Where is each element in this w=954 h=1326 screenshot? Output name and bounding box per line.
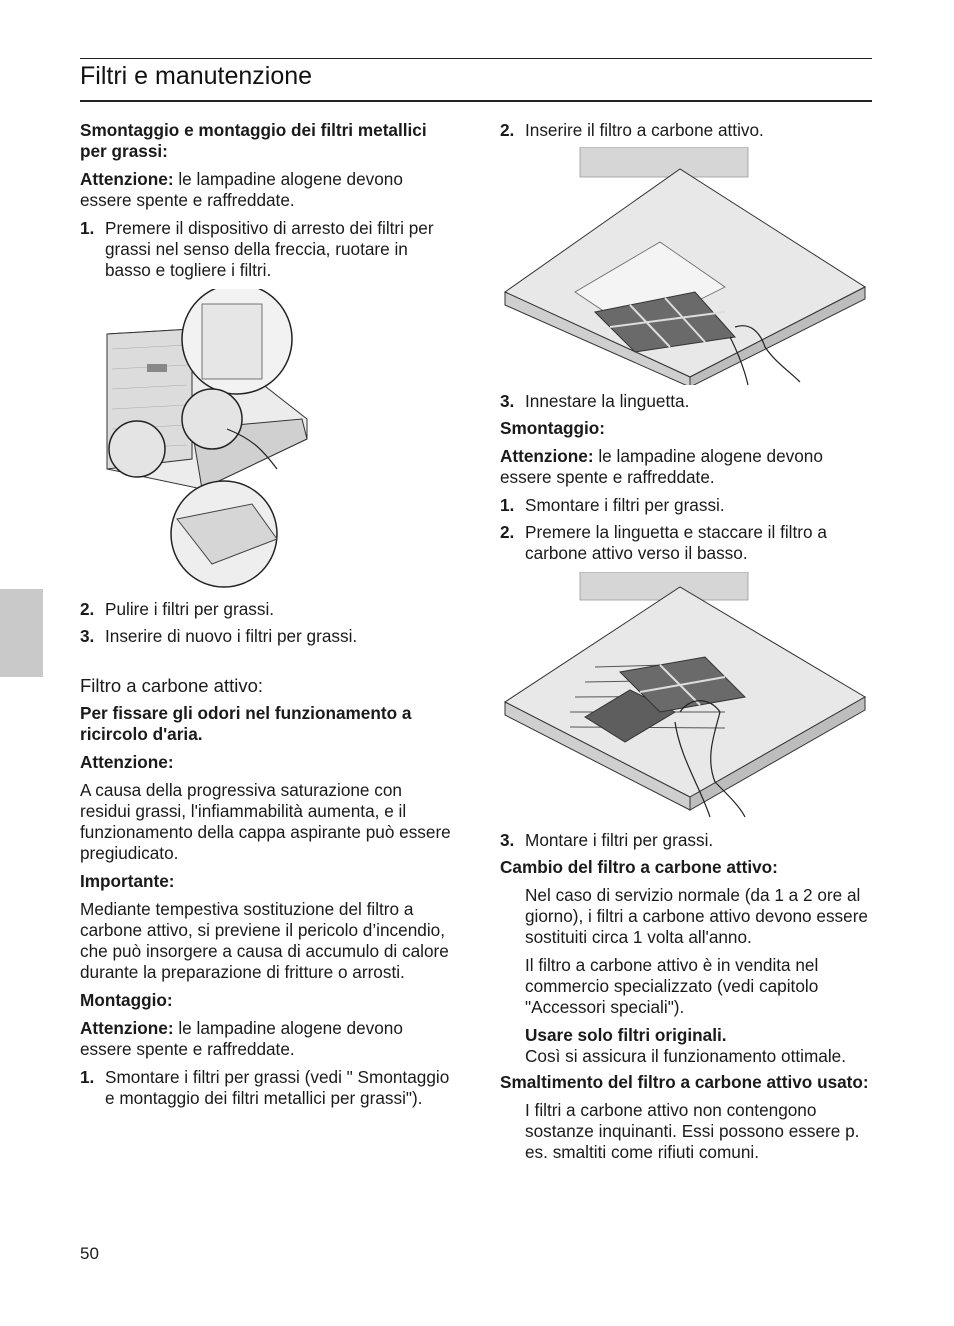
disposal-label: Smaltimento del filtro a carbone attivo usato: bbox=[500, 1072, 869, 1092]
step-number: 2. bbox=[80, 599, 95, 619]
step-number: 2. bbox=[500, 522, 515, 542]
dismount-label: Smontaggio: bbox=[500, 418, 606, 438]
section-heading-carbon-filter: Filtro a carbone attivo: bbox=[80, 675, 264, 696]
right-column bbox=[500, 120, 874, 1170]
mount-label: Montaggio: bbox=[80, 990, 173, 1010]
step-item bbox=[80, 1067, 452, 1109]
attention-label: Attenzione: bbox=[500, 446, 594, 466]
step-text: Innestare la linguetta. bbox=[525, 391, 690, 411]
attention-label: Attenzione: bbox=[80, 1018, 174, 1038]
step-item bbox=[80, 626, 452, 647]
attention-note bbox=[500, 446, 874, 488]
section-tab-marker bbox=[0, 589, 43, 677]
step-item bbox=[500, 120, 874, 141]
attention-text: le lampadine alogene devono essere spente e raffreddate. bbox=[500, 446, 823, 487]
attention-text: le lampadine alogene devono essere spente e raffreddate. bbox=[80, 169, 403, 210]
change-label: Cambio del filtro a carbone attivo: bbox=[500, 857, 778, 877]
carbon-filter-remove-illustration bbox=[500, 572, 868, 822]
step-item bbox=[80, 218, 452, 281]
attention-note bbox=[80, 1018, 452, 1060]
attention-text: le lampadine alogene devono essere spente e raffreddate. bbox=[80, 1018, 403, 1059]
grease-filter-illustration bbox=[102, 289, 342, 589]
step-item bbox=[80, 599, 452, 620]
step-number: 3. bbox=[500, 391, 515, 411]
step-item bbox=[500, 522, 874, 564]
step-number: 3. bbox=[500, 830, 515, 850]
left-column bbox=[80, 120, 452, 1115]
carbon-filter-insert-illustration bbox=[500, 147, 868, 385]
step-number: 3. bbox=[80, 626, 95, 646]
change-paragraph: Nel caso di servizio normale (da 1 a 2 ore al giorno), i filtri a carbone attivo devono essere sostituiti circa 1 volta all'anno. bbox=[525, 885, 868, 947]
attention-note bbox=[80, 169, 452, 211]
page-number: 50 bbox=[80, 1244, 99, 1263]
original-filters-label: Usare solo filtri originali. bbox=[525, 1025, 727, 1045]
change-paragraph: Il filtro a carbone attivo è in vendita nel commercio specializzato (vedi capitolo "Accessori speciali"). bbox=[525, 955, 819, 1017]
carbon-subheading: Per fissare gli odori nel funzionamento a ricircolo d'aria. bbox=[80, 703, 412, 744]
step-number: 1. bbox=[80, 218, 95, 238]
step-item bbox=[500, 830, 874, 851]
step-item bbox=[500, 391, 874, 412]
important-text: Mediante tempestiva sostituzione del filtro a carbone attivo, si previene il pericolo d’incendio, che può insorgere a causa di accumulo di calore durante la preparazione di fritture o arrosti. bbox=[80, 899, 449, 982]
step-number: 1. bbox=[80, 1067, 95, 1087]
step-text: Pulire i filtri per grassi. bbox=[105, 599, 275, 619]
original-filters-text: Così si assicura il funzionamento ottimale. bbox=[525, 1046, 846, 1066]
step-number: 1. bbox=[500, 495, 515, 515]
step-text: Smontare i filtri per grassi (vedi " Smontaggio e montaggio dei filtri metallici per grassi"). bbox=[105, 1067, 450, 1108]
header-rule-bottom bbox=[80, 100, 872, 102]
attention-label: Attenzione: bbox=[80, 752, 174, 772]
attention-label: Attenzione: bbox=[80, 169, 174, 189]
page-title: Filtri e manutenzione bbox=[80, 62, 313, 90]
original-filters-note bbox=[525, 1025, 874, 1067]
step-text: Montare i filtri per grassi. bbox=[525, 830, 714, 850]
step-text: Premere la linguetta e staccare il filtro a carbone attivo verso il basso. bbox=[525, 522, 827, 563]
section-heading-grease-filters: Smontaggio e montaggio dei filtri metallici per grassi: bbox=[80, 120, 427, 161]
step-item bbox=[500, 495, 874, 516]
step-number: 2. bbox=[500, 120, 515, 140]
step-text: Premere il dispositivo di arresto dei filtri per grassi nel senso della freccia, ruotare in basso e togliere i filtri. bbox=[105, 218, 434, 280]
disposal-text: I filtri a carbone attivo non contengono sostanze inquinanti. Essi possono essere p. es. smaltiti come rifiuti comuni. bbox=[525, 1100, 860, 1162]
step-text: Inserire di nuovo i filtri per grassi. bbox=[105, 626, 358, 646]
important-label: Importante: bbox=[80, 871, 175, 891]
header-rule-top bbox=[80, 58, 872, 59]
step-text: Inserire il filtro a carbone attivo. bbox=[525, 120, 764, 140]
attention-text: A causa della progressiva saturazione con residui grassi, l'infiammabilità aumenta, e il funzionamento della cappa aspirante può essere pregiudicato. bbox=[80, 780, 451, 863]
step-text: Smontare i filtri per grassi. bbox=[525, 495, 725, 515]
